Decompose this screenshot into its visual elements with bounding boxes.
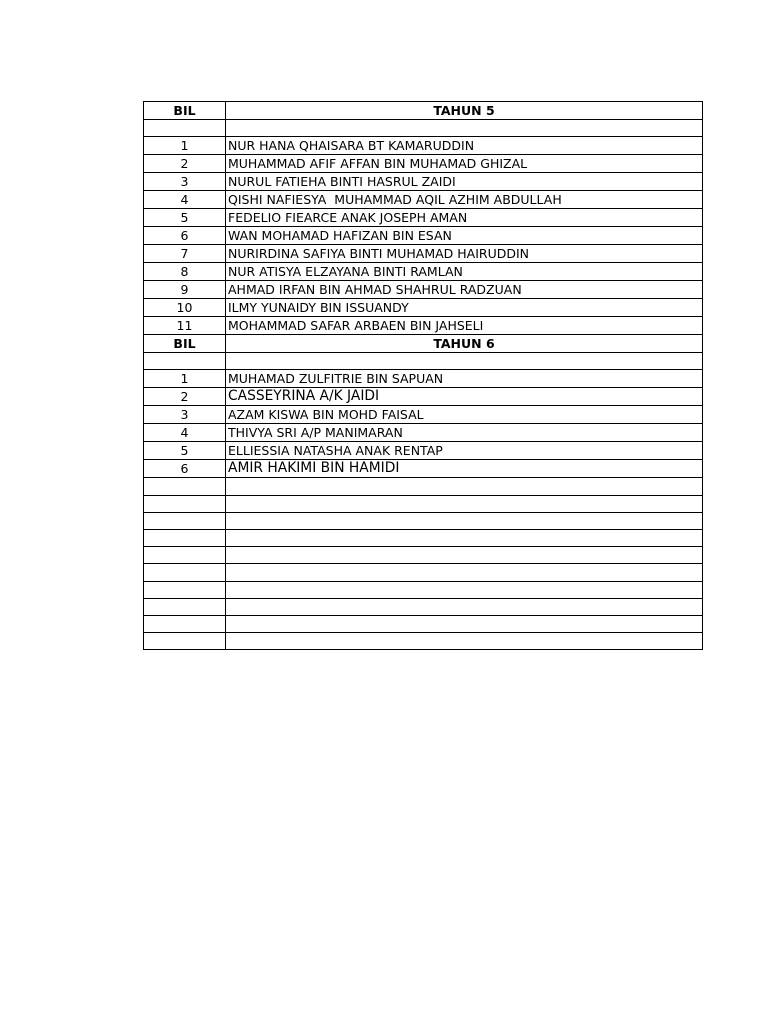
bil-header-cell: BIL: [144, 102, 226, 120]
empty-cell: [226, 547, 703, 564]
empty-cell: [226, 512, 703, 529]
row-number: 4: [144, 424, 226, 442]
row-number: 3: [144, 406, 226, 424]
section-header-row: [144, 335, 703, 353]
empty-cell: [144, 564, 226, 581]
empty-cell: [226, 353, 703, 370]
section-header-row: [144, 102, 703, 120]
table-row: [144, 370, 703, 388]
table-row: [144, 191, 703, 209]
empty-cell: [144, 478, 226, 495]
empty-row: [144, 495, 703, 512]
empty-cell: [226, 615, 703, 632]
student-name: FEDELIO FIEARCE ANAK JOSEPH AMAN: [226, 209, 703, 227]
empty-cell: [144, 353, 226, 370]
row-number: 7: [144, 245, 226, 263]
table-row: [144, 245, 703, 263]
empty-cell: [226, 581, 703, 598]
table-row: [144, 406, 703, 424]
student-name: ILMY YUNAIDY BIN ISSUANDY: [226, 299, 703, 317]
table-row: [144, 227, 703, 245]
table-row: [144, 281, 703, 299]
bil-header-cell: BIL: [144, 335, 226, 353]
empty-cell: [144, 633, 226, 650]
table-row: [144, 299, 703, 317]
empty-cell: [226, 478, 703, 495]
empty-row: [144, 353, 703, 370]
row-number: 11: [144, 317, 226, 335]
table-row: [144, 317, 703, 335]
section-title-cell: TAHUN 5: [226, 102, 703, 120]
row-number: 6: [144, 460, 226, 478]
empty-row: [144, 633, 703, 650]
empty-cell: [144, 615, 226, 632]
student-name: CASSEYRINA A/K JAIDI: [226, 388, 703, 406]
row-number: 9: [144, 281, 226, 299]
empty-cell: [144, 529, 226, 546]
student-name: QISHI NAFIESYA MUHAMMAD AQIL AZHIM ABDULLAH: [226, 191, 703, 209]
empty-row: [144, 529, 703, 546]
empty-cell: [144, 495, 226, 512]
empty-row: [144, 598, 703, 615]
empty-cell: [144, 598, 226, 615]
student-name: AHMAD IRFAN BIN AHMAD SHAHRUL RADZUAN: [226, 281, 703, 299]
row-number: 2: [144, 388, 226, 406]
empty-cell: [226, 598, 703, 615]
student-name: ELLIESSIA NATASHA ANAK RENTAP: [226, 442, 703, 460]
table-row: [144, 137, 703, 155]
student-name: WAN MOHAMAD HAFIZAN BIN ESAN: [226, 227, 703, 245]
table-row: [144, 442, 703, 460]
empty-row: [144, 564, 703, 581]
student-name: NUR HANA QHAISARA BT KAMARUDDIN: [226, 137, 703, 155]
row-number: 2: [144, 155, 226, 173]
table-row: [144, 155, 703, 173]
row-number: 1: [144, 137, 226, 155]
empty-row: [144, 512, 703, 529]
table-row: [144, 424, 703, 442]
table-row: [144, 388, 703, 406]
empty-cell: [144, 120, 226, 137]
empty-row: [144, 615, 703, 632]
empty-cell: [226, 564, 703, 581]
table-row: [144, 460, 703, 478]
empty-cell: [144, 547, 226, 564]
student-name: AMIR HAKIMI BIN HAMIDI: [226, 460, 703, 478]
student-list-table: [143, 101, 703, 650]
row-number: 10: [144, 299, 226, 317]
row-number: 4: [144, 191, 226, 209]
row-number: 5: [144, 442, 226, 460]
table-row: [144, 263, 703, 281]
empty-row: [144, 478, 703, 495]
student-name: AZAM KISWA BIN MOHD FAISAL: [226, 406, 703, 424]
row-number: 3: [144, 173, 226, 191]
student-name: MUHAMMAD AFIF AFFAN BIN MUHAMAD GHIZAL: [226, 155, 703, 173]
empty-cell: [144, 512, 226, 529]
row-number: 5: [144, 209, 226, 227]
table-row: [144, 209, 703, 227]
row-number: 6: [144, 227, 226, 245]
empty-cell: [226, 120, 703, 137]
empty-cell: [144, 581, 226, 598]
student-name: NURUL FATIEHA BINTI HASRUL ZAIDI: [226, 173, 703, 191]
table-row: [144, 173, 703, 191]
student-name: MOHAMMAD SAFAR ARBAEN BIN JAHSELI: [226, 317, 703, 335]
empty-cell: [226, 495, 703, 512]
empty-row: [144, 120, 703, 137]
empty-row: [144, 547, 703, 564]
empty-cell: [226, 633, 703, 650]
empty-row: [144, 581, 703, 598]
student-name: THIVYA SRI A/P MANIMARAN: [226, 424, 703, 442]
row-number: 8: [144, 263, 226, 281]
row-number: 1: [144, 370, 226, 388]
section-title-cell: TAHUN 6: [226, 335, 703, 353]
student-name: MUHAMAD ZULFITRIE BIN SAPUAN: [226, 370, 703, 388]
student-name: NURIRDINA SAFIYA BINTI MUHAMAD HAIRUDDIN: [226, 245, 703, 263]
empty-cell: [226, 529, 703, 546]
student-name: NUR ATISYA ELZAYANA BINTI RAMLAN: [226, 263, 703, 281]
